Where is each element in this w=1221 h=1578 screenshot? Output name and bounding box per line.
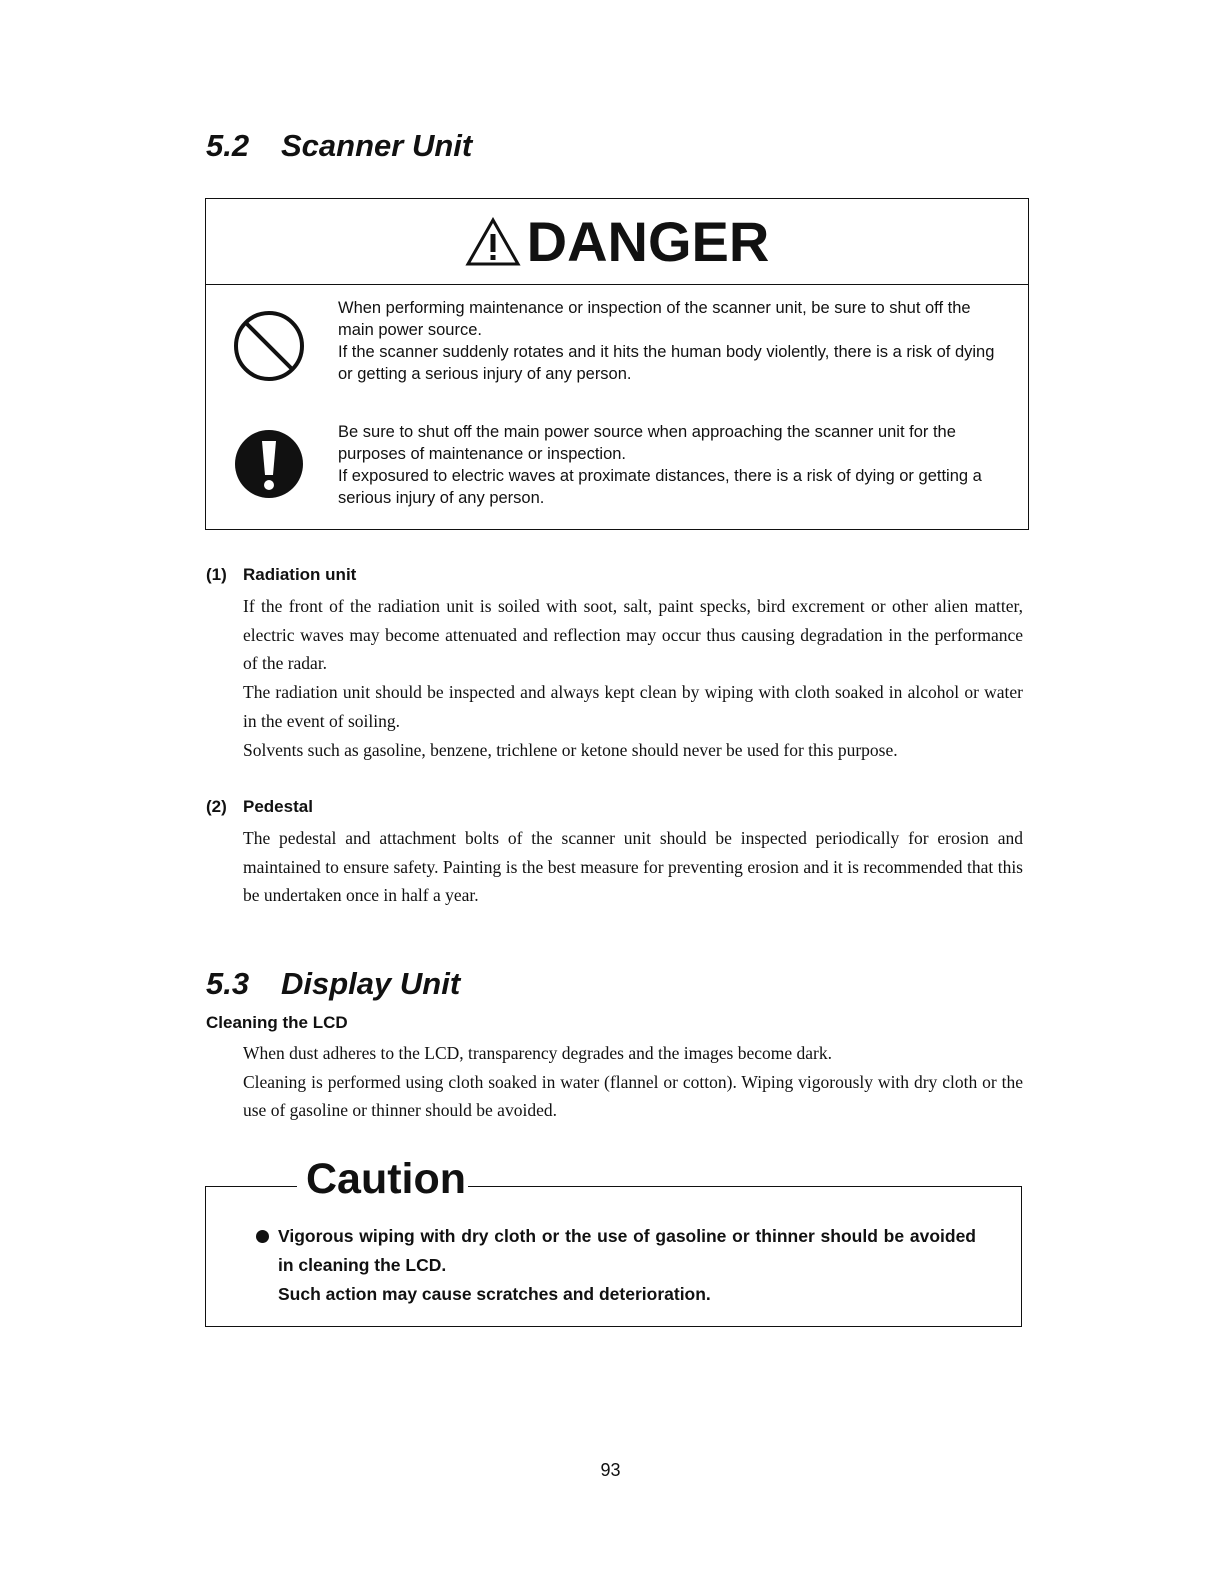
warning-triangle-icon [465, 217, 521, 267]
danger-heading: DANGER [526, 209, 770, 273]
pedestal-body [243, 824, 1023, 910]
caution-heading: Caution [306, 1155, 467, 1203]
danger-header [206, 199, 1028, 285]
cleaning-lcd-body [243, 1039, 1023, 1125]
caution-text [278, 1222, 976, 1309]
section-5-2-title [206, 128, 472, 164]
paragraph: If the front of the radiation unit is soiled with soot, salt, paint specks, bird excrement or other alien matter, electric waves may become attenuated and reflection may occur thus causing degradation in the performance of the radar. [243, 596, 1023, 674]
pedestal-heading [206, 797, 313, 817]
caution-line: Vigorous wiping with dry cloth or the use of gasoline or thinner should be avoided in cleaning the LCD. [278, 1226, 976, 1275]
bullet-icon [256, 1230, 269, 1243]
paragraph: Cleaning is performed using cloth soaked in water (flannel or cotton). Wiping vigorously with dry cloth or the use of gasoline or thinner should be avoided. [243, 1071, 1023, 1121]
section-number: 5.3 [206, 966, 250, 1001]
danger-text-line: If the scanner suddenly rotates and it hits the human body violently, there is a risk of dying or getting a serious injury of any person. [338, 343, 995, 383]
danger-text-line: When performing maintenance or inspection of the scanner unit, be sure to shut off the main power source. [338, 299, 971, 339]
radiation-unit-heading [206, 565, 356, 585]
caution-line: Such action may cause scratches and deterioration. [278, 1284, 711, 1304]
page-number: 93 [600, 1460, 621, 1480]
section-title-text: Display Unit [281, 966, 461, 1001]
paragraph: Solvents such as gasoline, benzene, trichlene or ketone should never be used for this purpose. [243, 739, 898, 760]
paragraph: The radiation unit should be inspected and always kept clean by wiping with cloth soaked in alcohol or water in the event of soiling. [243, 682, 1023, 731]
subsection-title: Radiation unit [243, 565, 357, 584]
section-5-3-title [206, 966, 460, 1002]
paragraph: When dust adheres to the LCD, transparency degrades and the images become dark. [243, 1043, 832, 1063]
paragraph: The pedestal and attachment bolts of the scanner unit should be inspected periodically for erosion and maintained to ensure safety. Painting is the best measure for preventing erosion and it is recommended that this be undertaken once in half a year. [243, 828, 1023, 906]
danger-item-text [338, 297, 1000, 385]
subsection-title: Pedestal [243, 797, 313, 816]
subsection-number: (1) [206, 565, 227, 584]
prohibition-icon [232, 309, 306, 383]
section-title-text: Scanner Unit [281, 128, 473, 163]
section-number: 5.2 [206, 128, 250, 163]
subsection-number: (2) [206, 797, 227, 816]
danger-text-line: Be sure to shut off the main power source when approaching the scanner unit for the purposes of maintenance or inspection. [338, 423, 956, 463]
mandatory-exclamation-icon [232, 427, 306, 501]
danger-box [205, 198, 1029, 530]
radiation-unit-body [243, 592, 1023, 764]
cleaning-lcd-heading: Cleaning the LCD [206, 1013, 348, 1032]
danger-item-text [338, 421, 1000, 509]
danger-text-line: If exposured to electric waves at proximate distances, there is a risk of dying or getting a serious injury of any person. [338, 467, 982, 507]
